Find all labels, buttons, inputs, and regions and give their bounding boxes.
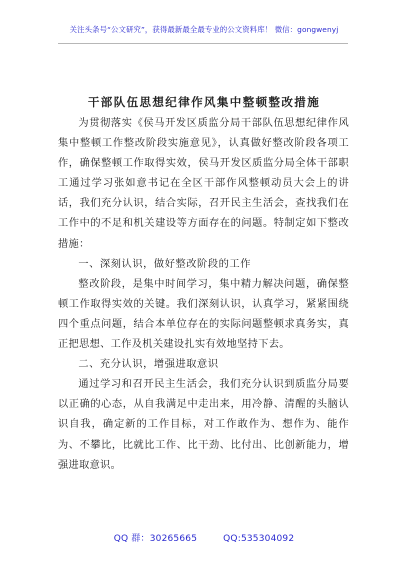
section-heading-2: 二、充分认识，增强进取意识	[78, 359, 219, 371]
footer-qq-group: QQ 群：30265665	[113, 534, 198, 544]
section-paragraph-1: 整改阶段，是集中时间学习，集中精力解决问题，确保整顿工作取得实效的关键。我们深刻认识，认真学习，紧紧围绕四个重点问题，结合本单位存在的实际问题整顿求真务实，真正把思想、工作及机关建设扎实有效地坚持下去。	[58, 278, 349, 351]
section-paragraph-2: 通过学习和召开民主生活会，我们充分认识到质监分局要以正确的心态，从自我满足中走出来，用冷静、清醒的头脑认识自我，确定新的工作目标，对工作敢作为、想作为、能作为、不攀比，比就比工作、比干劲、比付出、比创新能力，增强进取意识。	[58, 379, 349, 471]
header-divider	[58, 43, 348, 44]
page-header-promo: 关注头条号“公文研究”，获得最新最全最专业的公文资料库！ 微信：gongwenyj	[69, 25, 339, 34]
page-footer	[0, 531, 408, 544]
footer-qq: QQ:535304092	[223, 534, 295, 544]
document-body	[58, 114, 349, 476]
document-title: 干部队伍思想纪律作风集中整顿整改措施	[87, 95, 321, 109]
intro-paragraph: 为贯彻落实《侯马开发区质监分局干部队伍思想纪律作风集中整顿工作整改阶段实施意见》，认真做好整改阶段各项工作，确保整顿工作取得实效，侯马开发区质监分局全体干部职工通过学习张如意书记在全区干部作风整顿动员大会上的讲话，我们充分认识，结合实际，召开民主生活会，查找我们在工作中的不足和机关建设等方面存在的问题。特制定如下整改措施：	[58, 118, 349, 250]
section-heading-1: 一、深刻认识，做好整改阶段的工作	[78, 258, 251, 270]
